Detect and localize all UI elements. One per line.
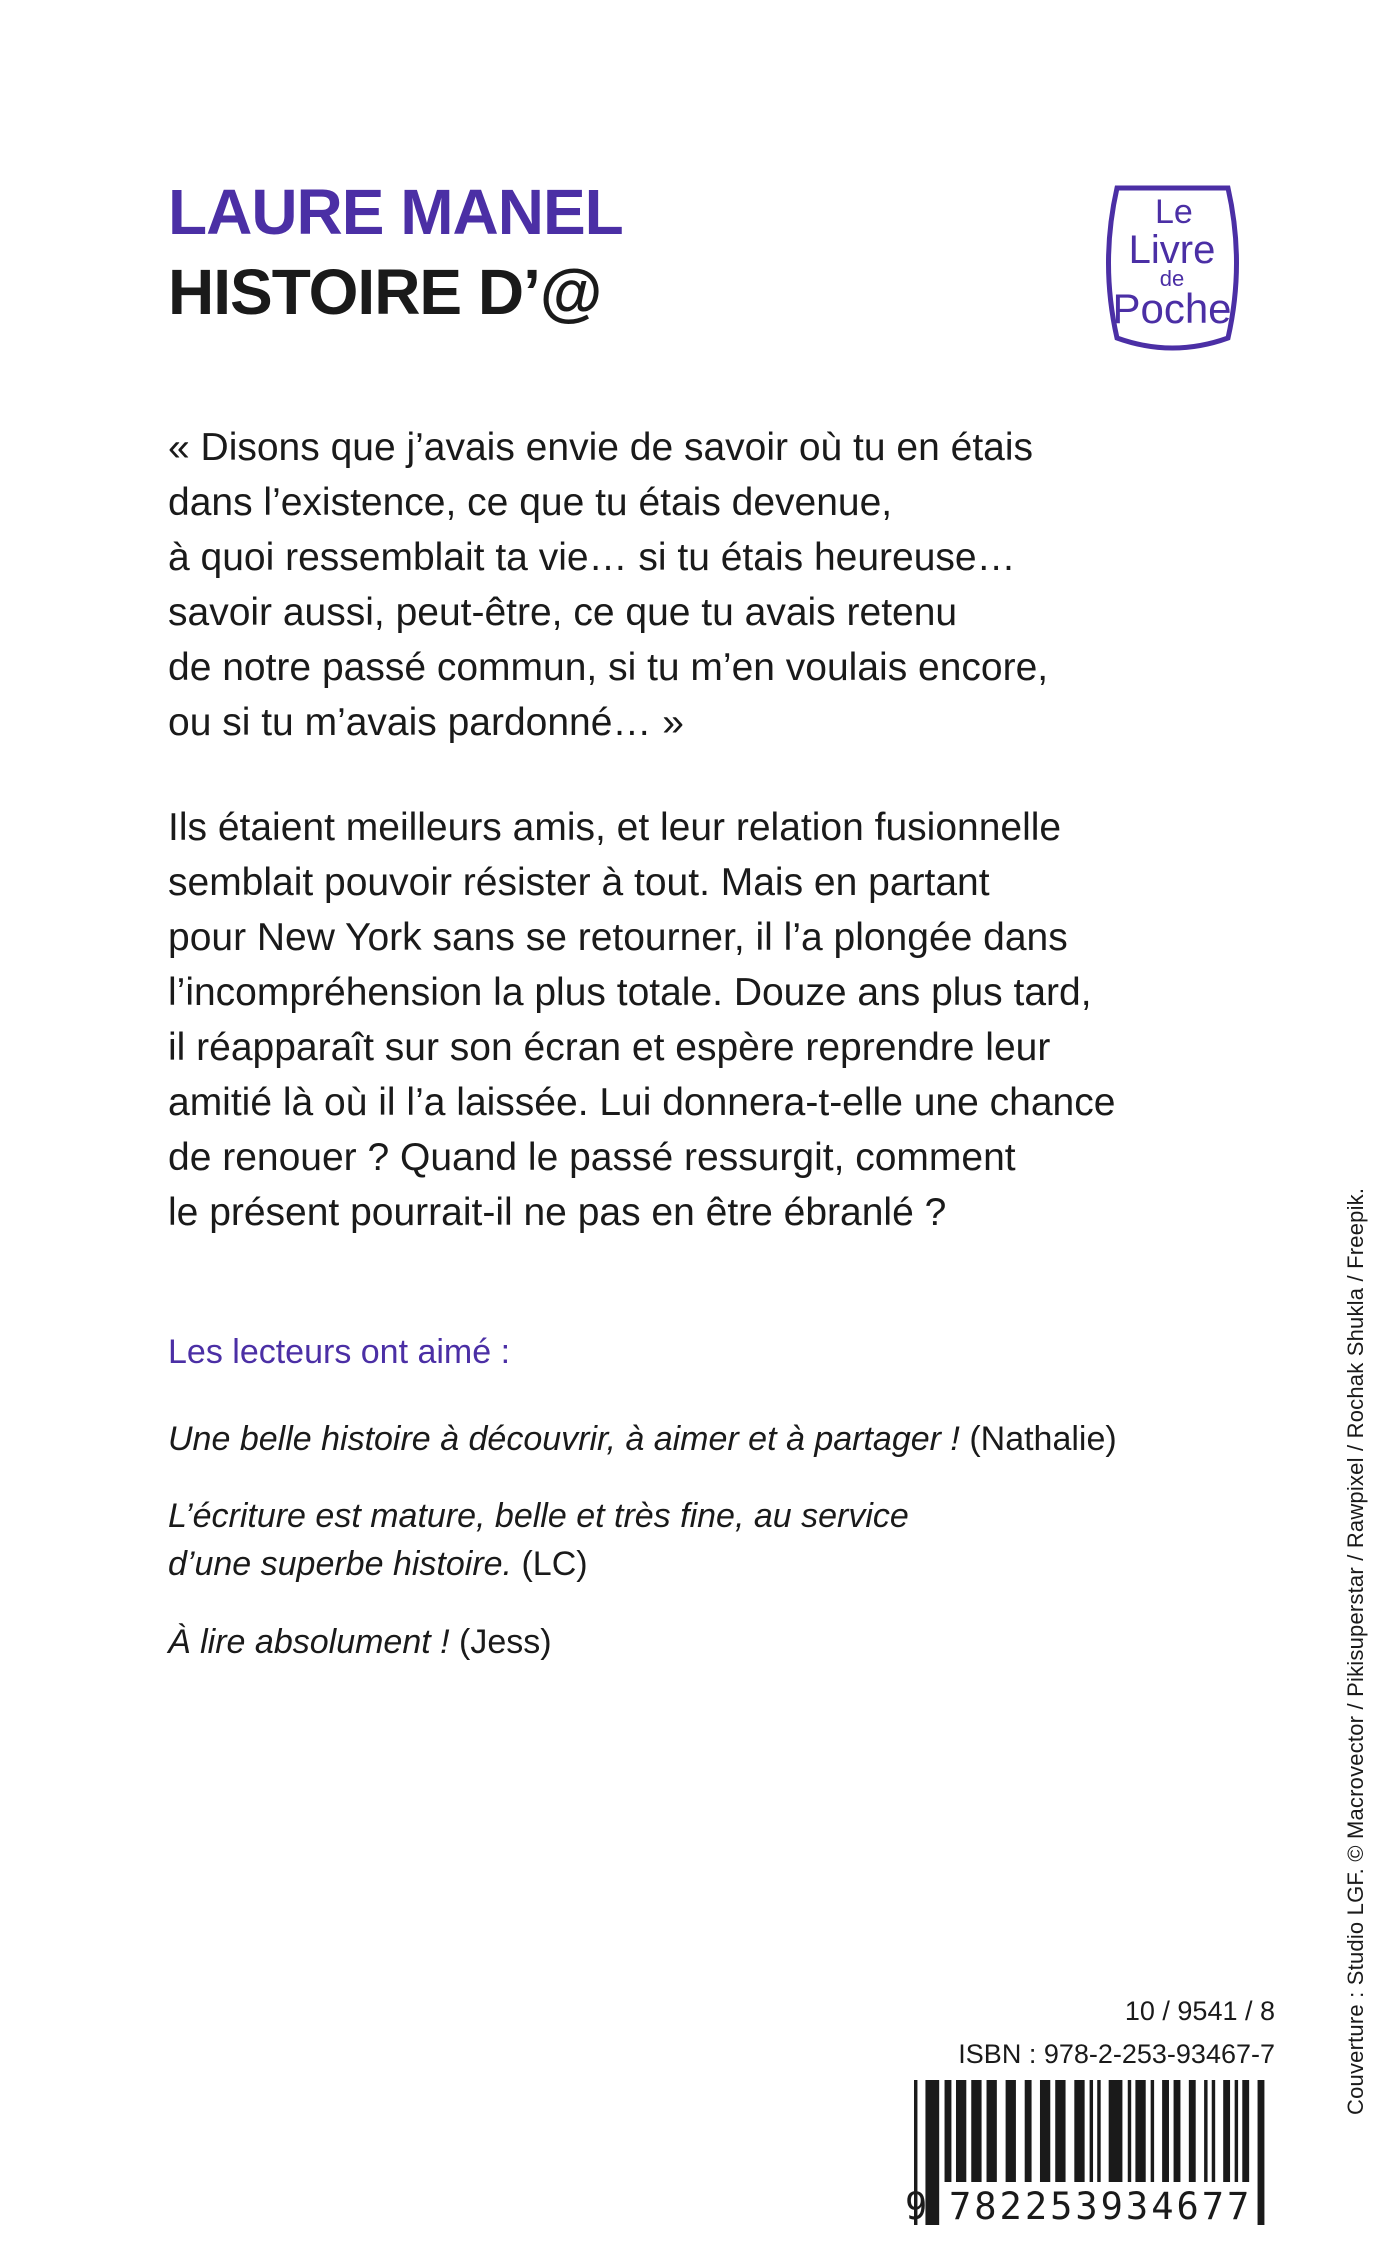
barcode-bar [1212,2080,1215,2182]
barcode-first-digit: 9 [905,2185,928,2228]
quote-line: ou si tu m’avais pardonné… » [168,701,684,744]
summary-line: amitié là où il l’a laissée. Lui donnera-t-elle une chance [168,1081,1116,1124]
barcode-bar [1040,2080,1050,2182]
publisher-logo-icon [1095,168,1250,358]
summary-line: le présent pourrait-il ne pas en être ébranlé ? [168,1191,947,1234]
review-text: d’une superbe histoire. [168,1545,513,1583]
excerpt-quote [168,420,1218,750]
summary-line: il réapparaît sur son écran et espère reprendre leur [168,1026,1051,1069]
review-text: À lire absolument ! [168,1623,450,1661]
reader-review [168,1618,552,1666]
barcode-number: 782253934677 [947,2182,1254,2232]
barcode-bar [971,2080,981,2182]
reader-review [168,1492,909,1588]
barcode-bar [1162,2080,1169,2182]
summary-line: pour New York sans se retourner, il l’a plongée dans [168,916,1068,959]
quote-line: savoir aussi, peut-être, ce que tu avais retenu [168,591,958,634]
logo-line-2: Livre [1128,228,1216,272]
summary-line: Ils étaient meilleurs amis, et leur relation fusionnelle [168,806,1062,849]
review-author: (Nathalie) [969,1420,1117,1458]
catalog-code: 10 / 9541 / 8 [1124,1996,1275,2026]
barcode-bar [1006,2080,1016,2182]
barcode-digits [905,2182,1280,2232]
barcode-bar [1135,2080,1145,2182]
book-summary [168,800,1248,1240]
review-text: Une belle histoire à découvrir, à aimer et à partager ! [168,1420,960,1458]
author-name: LAURE MANEL [168,176,623,248]
isbn: ISBN : 978-2-253-93467-7 [958,2039,1275,2069]
logo-line-1: Le [1155,193,1193,231]
barcode-bar [1151,2080,1154,2182]
book-title: HISTOIRE D’@ [168,256,602,328]
cover-credit: Couverture : Studio LGF. © Macrovector / Pikisuperstar / Rawpixel / Rochak Shukla / Freepik. [1343,1187,1368,2115]
barcode-bar [1235,2080,1238,2182]
summary-line: l’incompréhension la plus totale. Douze ans plus tard, [168,971,1092,1014]
barcode-bar [1025,2080,1032,2182]
quote-line: dans l’existence, ce que tu étais devenue, [168,481,893,524]
barcode-bar [1174,2080,1181,2182]
review-author: (LC) [521,1545,588,1583]
review-text: L’écriture est mature, belle et très fine, au service [168,1497,909,1535]
quote-line: « Disons que j’avais envie de savoir où tu en étais [168,426,1034,469]
review-author: (Jess) [459,1623,552,1661]
barcode-bar [1189,2080,1196,2182]
barcode-bar [945,2080,952,2182]
reader-review [168,1415,1117,1463]
logo-line-3: de [1159,266,1185,291]
barcode-bar [1223,2080,1230,2182]
quote-line: à quoi ressemblait ta vie… si tu étais heureuse… [168,536,1016,579]
barcode-bar [956,2080,966,2182]
barcode-bar [1204,2080,1207,2182]
summary-line: semblait pouvoir résister à tout. Mais en partant [168,861,990,904]
barcode-bar [987,2080,997,2182]
le-livre-de-poche-logo [1095,168,1250,358]
readers-heading: Les lecteurs ont aimé : [168,1333,511,1371]
barcode-bar [1074,2080,1084,2182]
barcode-bar [1055,2080,1065,2182]
summary-line: de renouer ? Quand le passé ressurgit, comment [168,1136,1016,1179]
logo-line-4: Poche [1112,285,1232,332]
barcode-bar [1090,2080,1093,2182]
quote-line: de notre passé commun, si tu m’en voulais encore, [168,646,1049,689]
